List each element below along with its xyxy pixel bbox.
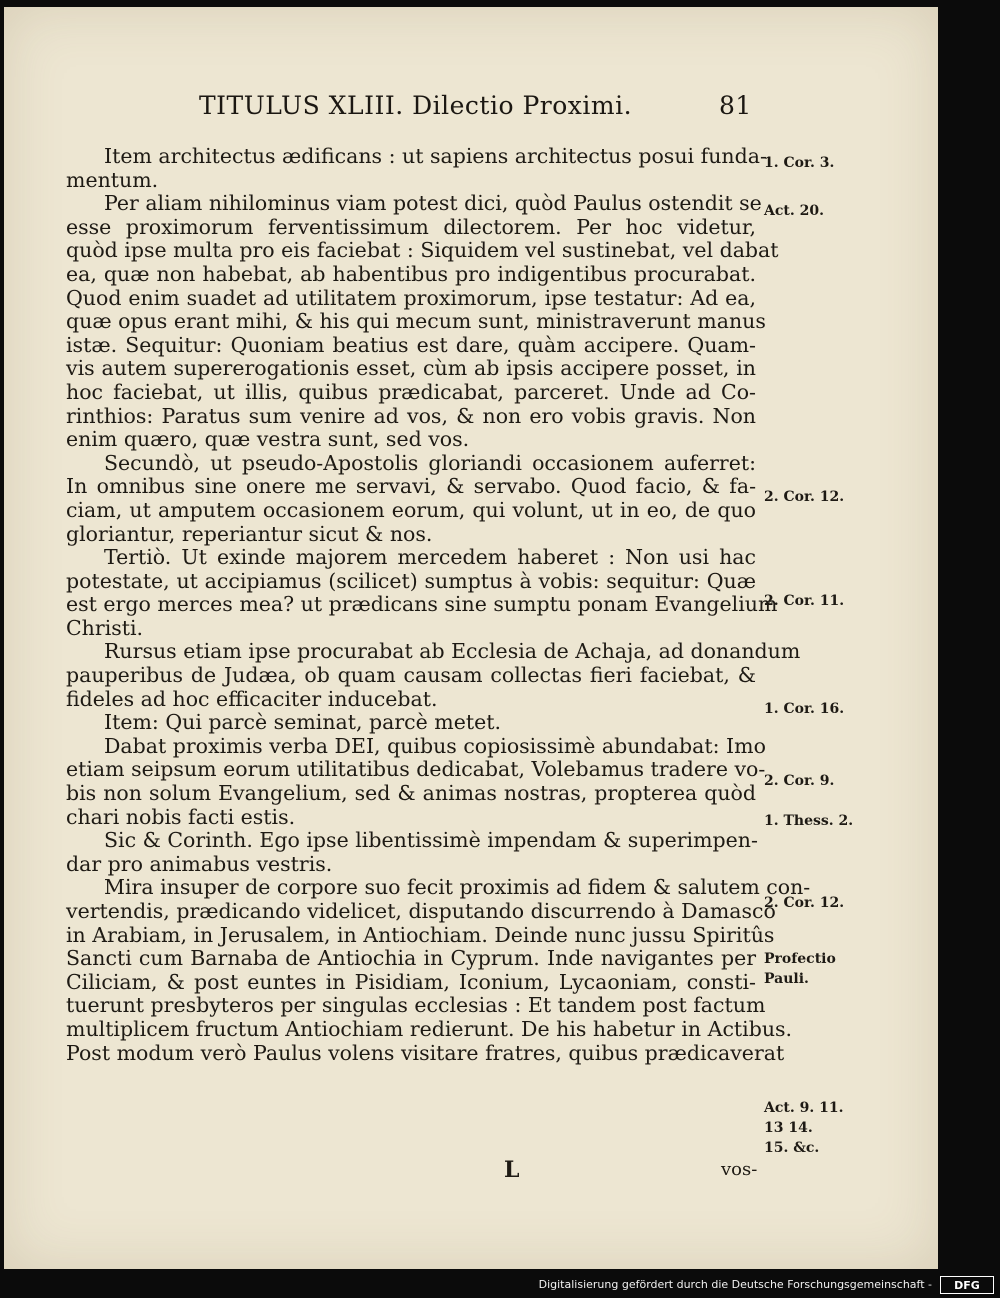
text-line: bis non solum Evangelium, sed & animas nostras, propterea quòd bbox=[66, 781, 756, 806]
text-line: chari nobis facti estis. bbox=[66, 804, 296, 829]
margin-note: 1. Cor. 16. bbox=[764, 701, 845, 717]
margin-note: 2. Cor. 12. bbox=[764, 489, 845, 505]
margin-note: 2. Cor. 12. bbox=[764, 895, 845, 911]
text-line: rinthios: Paratus sum venire ad vos, & non ero vobis gravis. Non bbox=[66, 403, 756, 428]
margin-note: 2. Cor. 11. bbox=[764, 593, 845, 609]
text-line: Christi. bbox=[66, 615, 144, 640]
text-line: dar pro animabus vestris. bbox=[66, 851, 333, 876]
text-line: vertendis, prædicando videlicet, disputando discurrendo à Damasco bbox=[66, 899, 776, 923]
margin-note: 15. &c. bbox=[764, 1140, 820, 1156]
book-page bbox=[4, 7, 938, 1269]
paragraph bbox=[66, 191, 779, 452]
margin-note: Act. 20. bbox=[764, 203, 824, 219]
text-line: fideles ad hoc efficaciter inducebat. bbox=[66, 686, 438, 711]
text-line: quòd ipse multa pro eis faciebat : Siquidem vel sustinebat, vel dabat bbox=[66, 238, 779, 263]
catchword: vos- bbox=[721, 1159, 758, 1180]
paragraph bbox=[66, 452, 756, 546]
signature-mark: L bbox=[504, 1157, 520, 1183]
running-header bbox=[199, 91, 759, 120]
digitization-credit: Digitalisierung gefördert durch die Deutsche Forschungsgemeinschaft - bbox=[538, 1278, 932, 1291]
text-line: tuerunt presbyteros per singulas ecclesias : Et tandem post factum bbox=[66, 993, 766, 1018]
margin-note: Profectio bbox=[764, 951, 836, 967]
text-line: hoc faciebat, ut illis, quibus prædicabat, parceret. Unde ad Co- bbox=[66, 379, 756, 404]
text-line: multiplicem fructum Antiochiam redierunt. De his habetur in Actibus. bbox=[66, 1016, 793, 1041]
paragraph bbox=[66, 733, 766, 829]
margin-note: Act. 9. 11. bbox=[764, 1100, 844, 1116]
dfg-logo: DFG bbox=[940, 1276, 994, 1294]
text-line: ea, quæ non habebat, ab habentibus pro indigentibus procurabat. bbox=[66, 261, 756, 286]
text-line: potestate, ut accipiamus (scilicet) sumptus à vobis: sequitur: Quæ bbox=[66, 568, 756, 593]
text-line: Per aliam nihilominus viam potest dici, quòd Paulus ostendit se bbox=[104, 191, 762, 216]
text-line: quæ opus erant mihi, & his qui mecum sunt, ministraverunt manus bbox=[66, 309, 766, 334]
text-line: Ciliciam, & post euntes in Pisidiam, Iconium, Lycaoniam, consti- bbox=[66, 969, 756, 994]
text-line: Secundò, ut pseudo-Apostolis gloriandi occasionem auferret: bbox=[104, 450, 756, 475]
paragraph bbox=[66, 711, 756, 735]
header-title: TITULUS XLIII. Dilectio Proximi. bbox=[199, 91, 633, 120]
text-line: gloriantur, reperiantur sicut & nos. bbox=[66, 521, 433, 546]
margin-note: 13 14. bbox=[764, 1120, 813, 1136]
text-line: Rursus etiam ipse procurabat ab Ecclesia de Achaja, ad donandum bbox=[104, 639, 801, 664]
text-line: Mira insuper de corpore suo fecit proximis ad fidem & salutem con- bbox=[104, 875, 811, 900]
text-line: etiam seipsum eorum utilitatibus dedicabat, Volebamus tradere vo- bbox=[66, 757, 766, 782]
text-line: ciam, ut amputem occasionem eorum, qui volunt, ut in eo, de quo bbox=[66, 497, 756, 522]
text-line: In omnibus sine onere me servavi, & servabo. Quod facio, & fa- bbox=[66, 474, 756, 499]
paragraph bbox=[66, 829, 756, 876]
text-line: istæ. Sequitur: Quoniam beatius est dare, quàm accipere. Quam- bbox=[66, 332, 756, 357]
margin-note: Pauli. bbox=[764, 971, 809, 987]
text-line: Sancti cum Barnaba de Antiochia in Cyprum. Inde navigantes per bbox=[66, 946, 756, 971]
text-line: est ergo merces mea? ut prædicans sine sumptu ponam Evangelium bbox=[66, 592, 778, 617]
text-line: Item architectus ædificans : ut sapiens architectus posui funda- bbox=[104, 144, 767, 168]
text-line: pauperibus de Judæa, ob quam causam collectas fieri faciebat, & bbox=[66, 663, 756, 688]
text-line: vis autem supererogationis esset, cùm ab ipsis accipere posset, in bbox=[66, 356, 756, 381]
margin-note: 1. Cor. 3. bbox=[764, 155, 835, 171]
text-line: esse proximorum ferventissimum dilectorem. Per hoc videtur, bbox=[66, 214, 756, 239]
text-line: Post modum verò Paulus volens visitare fratres, quibus prædicaverat bbox=[66, 1040, 785, 1065]
paragraph bbox=[66, 545, 778, 640]
page-footer bbox=[66, 1157, 756, 1187]
text-line: Dabat proximis verba DEI, quibus copiosissimè abundabat: Imo bbox=[104, 733, 766, 758]
text-line: Item: Qui parcè seminat, parcè metet. bbox=[104, 710, 501, 735]
text-line: enim quæro, quæ vestra sunt, sed vos. bbox=[66, 427, 470, 452]
paragraph bbox=[66, 144, 767, 192]
text-line: in Arabiam, in Jerusalem, in Antiochiam. Deinde nunc jussu Spiritûs bbox=[66, 922, 775, 947]
text-line: Sic & Corinth. Ego ipse libentissimè impendam & superimpen- bbox=[104, 828, 758, 853]
paragraph bbox=[66, 639, 801, 711]
text-line: Tertiò. Ut exinde majorem mercedem haberet : Non usi hac bbox=[104, 545, 756, 570]
text-line: mentum. bbox=[66, 167, 159, 192]
text-line: Quod enim suadet ad utilitatem proximorum, ipse testatur: Ad ea, bbox=[66, 285, 756, 310]
margin-note: 1. Thess. 2. bbox=[764, 813, 854, 829]
page-number: 81 bbox=[719, 91, 752, 120]
margin-note: 2. Cor. 9. bbox=[764, 773, 835, 789]
